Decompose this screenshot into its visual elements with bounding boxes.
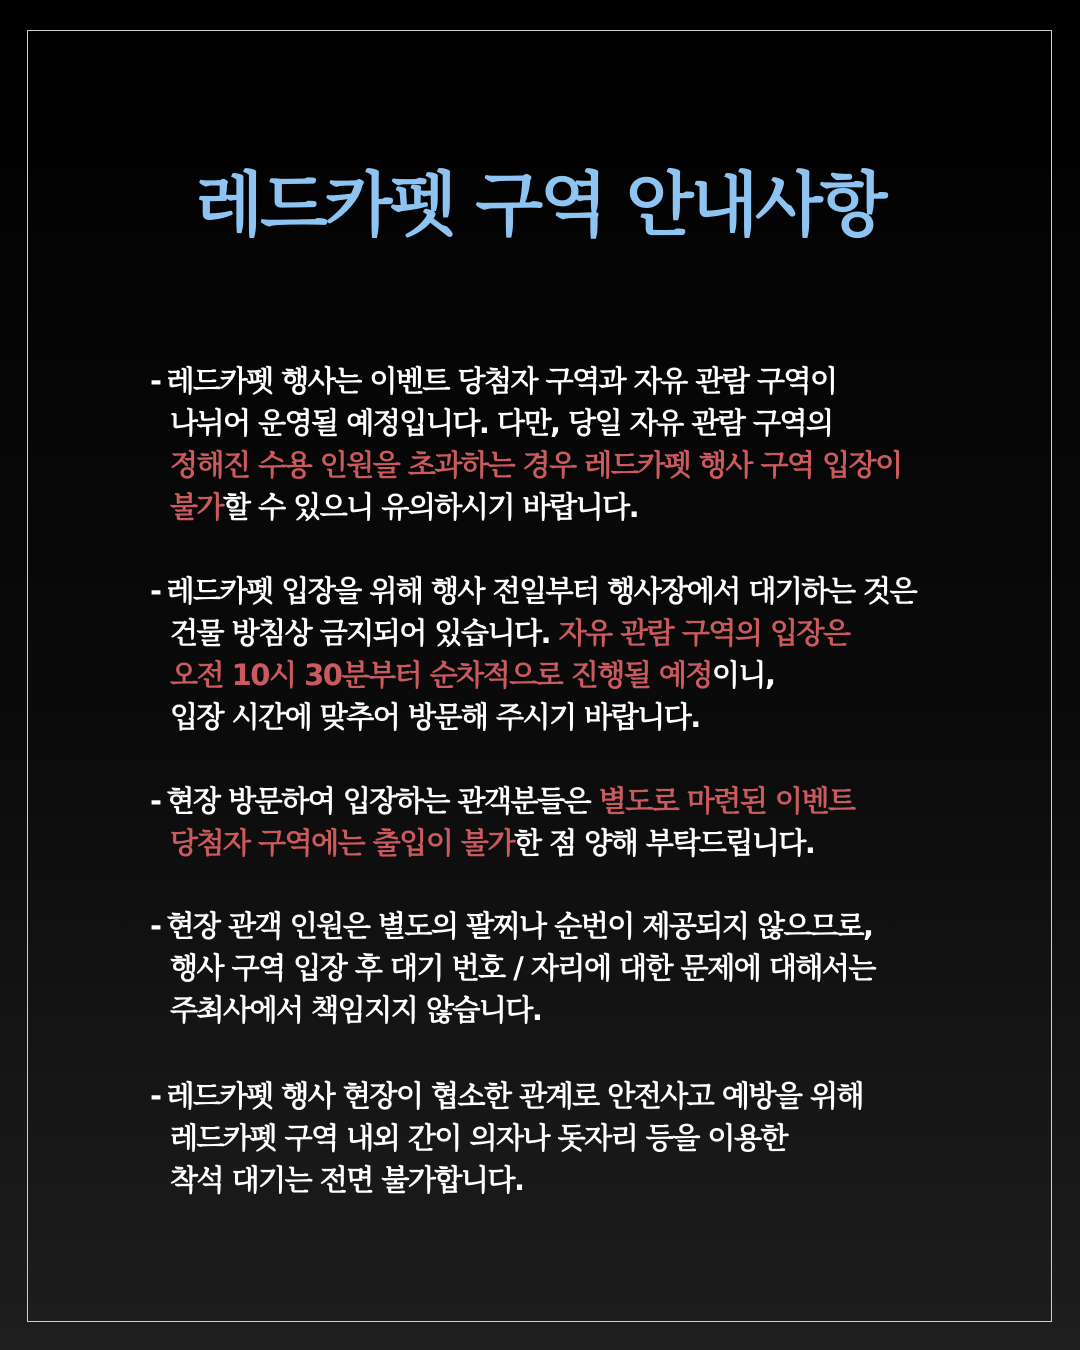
highlight-text: 자유 관람 구역의 입장은 [558,616,850,650]
notice-line [150,360,970,402]
notice-text: 레드카펫 행사는 이벤트 당첨자 구역과 자유 관람 구역이 [166,364,837,398]
bullet-dash: - [150,909,161,943]
highlight-text: 불가 [170,490,224,524]
notice-line [150,1159,970,1201]
notice-line [150,947,970,989]
notice-line [150,989,970,1031]
page-title: 레드카펫 구역 안내사항 [195,164,885,246]
notice-line [150,822,970,864]
notice-text: 레드카펫 입장을 위해 행사 전일부터 행사장에서 대기하는 것은 [166,574,917,608]
notice-text: 현장 방문하여 입장하는 관객분들은 [166,784,599,818]
notice-line [150,486,970,528]
notice-item [150,780,970,864]
notice-line [150,570,970,612]
notice-item [150,570,970,738]
notice-line [150,612,970,654]
notice-line [150,696,970,738]
highlight-text: 별도로 마련된 이벤트 [598,784,855,818]
highlight-text: 당첨자 구역에는 출입이 불가 [170,826,514,860]
notice-text: 주최사에서 책임지지 않습니다. [170,993,542,1027]
bullet-dash: - [150,364,161,398]
notice-line [150,1075,970,1117]
notice-text: 현장 관객 인원은 별도의 팔찌나 순번이 제공되지 않으므로, [166,909,873,943]
notice-text: 한 점 양해 부탁드립니다. [513,826,815,860]
notice-text: 착석 대기는 전면 불가합니다. [170,1163,524,1197]
notice-line [150,444,970,486]
notice-line [150,1117,970,1159]
notice-text: 레드카펫 구역 내외 간이 의자나 돗자리 등을 이용한 [170,1121,787,1155]
notice-text: 건물 방침상 금지되어 있습니다. [170,616,559,650]
notice-line [150,905,970,947]
notice-item [150,1075,970,1201]
bullet-dash: - [150,574,161,608]
notice-item [150,360,970,528]
highlight-text: 정해진 수용 인원을 초과하는 경우 레드카펫 행사 구역 입장이 [170,448,902,482]
notice-line [150,654,970,696]
notice-text: 이니, [711,658,775,692]
highlight-text: 오전 10시 30분부터 순차적으로 진행될 예정 [170,658,712,692]
notice-text: 입장 시간에 맞추어 방문해 주시기 바랍니다. [170,700,700,734]
bullet-dash: - [150,1079,161,1113]
notice-text: 할 수 있으니 유의하시기 바랍니다. [223,490,639,524]
notice-line [150,780,970,822]
notice-text: 레드카펫 행사 현장이 협소한 관계로 안전사고 예방을 위해 [166,1079,864,1113]
bullet-dash: - [150,784,161,818]
notice-text: 나뉘어 운영될 예정입니다. 다만, 당일 자유 관람 구역의 [170,406,833,440]
notice-line [150,402,970,444]
notice-text: 행사 구역 입장 후 대기 번호 / 자리에 대한 문제에 대해서는 [170,951,875,985]
notice-item [150,905,970,1031]
